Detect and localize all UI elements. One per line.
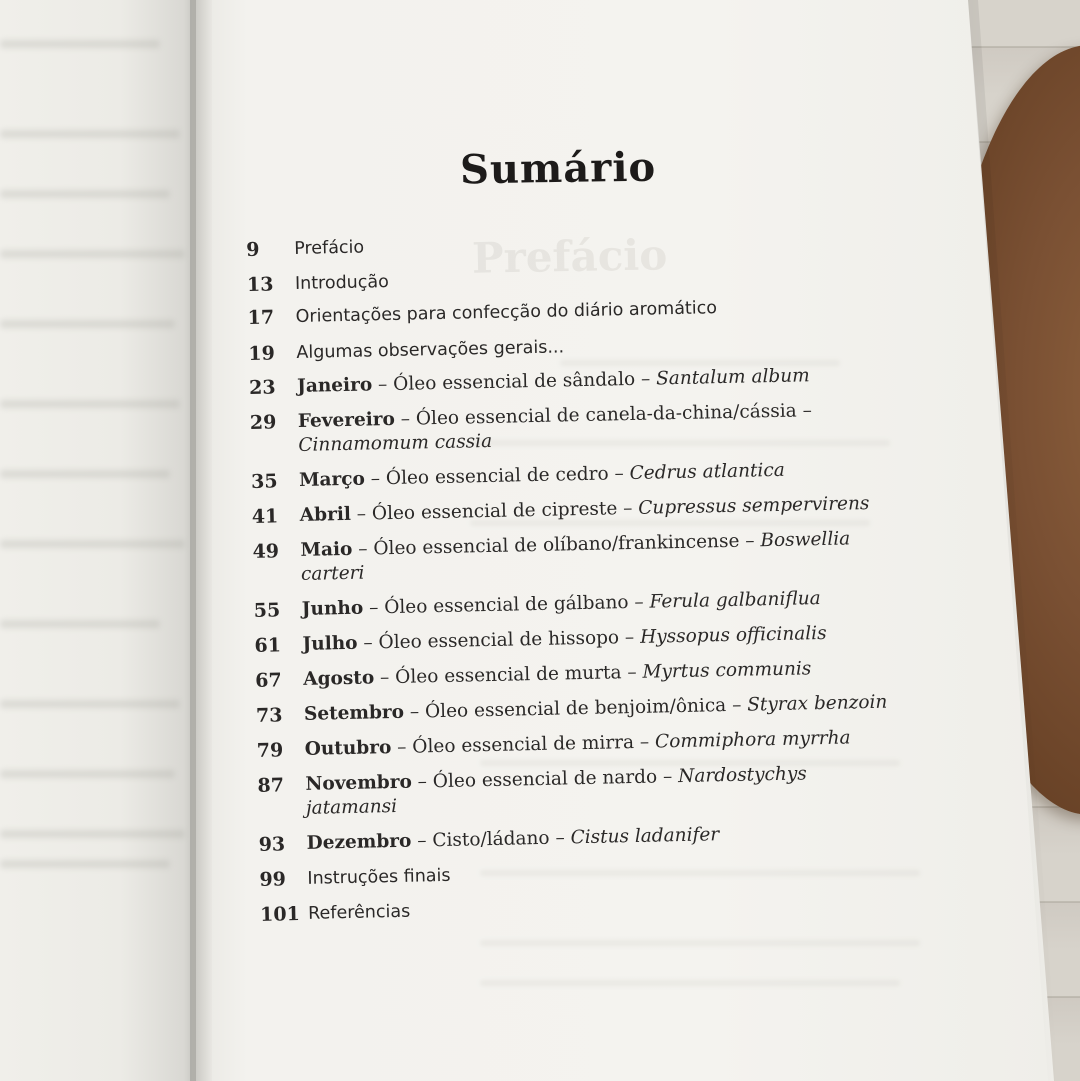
blurred-text-line xyxy=(0,830,185,838)
toc-page-number: 9 xyxy=(246,238,260,261)
oil-name: – Óleo essencial de cedro – xyxy=(364,463,630,490)
toc-page-number: 93 xyxy=(258,833,286,856)
toc-page-number: 41 xyxy=(251,505,279,528)
toc-entry xyxy=(254,586,894,623)
month-name: Dezembro xyxy=(306,830,412,854)
toc-entry xyxy=(257,760,898,821)
toc-entry-title: Referências xyxy=(307,901,411,924)
toc-entry xyxy=(250,398,891,459)
oil-name: – Óleo essencial de benjoim/ônica – xyxy=(403,694,748,723)
blurred-text-line xyxy=(0,540,185,548)
oil-name: – Óleo essencial de canela-da-china/cássia – xyxy=(394,400,813,430)
scientific-name: Cistus ladanifer xyxy=(570,824,720,849)
blurred-text-line xyxy=(0,770,175,778)
month-name: Setembro xyxy=(303,701,405,725)
oil-name: – Óleo essencial de mirra – xyxy=(391,731,656,759)
toc-entry-title xyxy=(300,527,893,587)
toc-entry xyxy=(247,260,887,297)
toc-entry xyxy=(256,725,896,762)
toc-entry-title: Introdução xyxy=(294,272,390,294)
page-title: Sumário xyxy=(459,143,657,194)
blurred-text-line xyxy=(0,250,185,258)
oil-name: – Óleo essencial de cipreste – xyxy=(350,497,639,525)
bleed-line xyxy=(480,940,920,946)
toc-entry-title xyxy=(304,725,896,761)
scientific-name: Commiphora myrrha xyxy=(654,727,851,753)
toc-entry xyxy=(256,690,896,727)
toc-page-number: 67 xyxy=(255,669,282,692)
scientific-name: Myrtus communis xyxy=(642,658,812,683)
month-name: Julho xyxy=(302,632,358,655)
month-name: Janeiro xyxy=(296,374,373,397)
blurred-text-line xyxy=(0,190,170,198)
blurred-text-line xyxy=(0,700,180,708)
toc-entry-title xyxy=(297,363,889,399)
toc-entry xyxy=(252,527,893,588)
toc-entry-title: Orientações para confecção do diário aromático xyxy=(295,298,718,327)
toc-page-number: 79 xyxy=(256,739,284,762)
month-name: Junho xyxy=(301,597,364,620)
oil-name: – Óleo essencial de gálbano – xyxy=(363,591,650,619)
toc-entry xyxy=(248,329,888,366)
toc-entry-title: Algumas observações gerais... xyxy=(296,337,565,363)
month-name: Abril xyxy=(299,503,352,526)
toc-entry xyxy=(259,854,899,891)
toc-entry-title: Instruções finais xyxy=(307,865,451,889)
toc-page-number: 13 xyxy=(246,273,274,296)
scientific-name: Cinnamomum cassia xyxy=(298,430,493,456)
toc-page-number: 19 xyxy=(248,342,276,365)
toc-entry xyxy=(247,293,887,330)
toc-entry-title xyxy=(303,656,895,692)
blurred-text-line xyxy=(0,130,180,138)
toc-entry xyxy=(254,621,894,658)
month-name: Outubro xyxy=(304,737,392,760)
toc-page-number: 49 xyxy=(252,540,280,563)
toc-entry xyxy=(252,492,892,529)
blurred-text-line xyxy=(0,470,170,478)
month-name: Agosto xyxy=(303,667,375,690)
toc-entry xyxy=(249,363,889,400)
toc-entry xyxy=(255,656,895,693)
month-name: Maio xyxy=(300,538,353,561)
oil-name: – Óleo essencial de murta – xyxy=(373,661,643,689)
toc-page-number: 61 xyxy=(254,634,282,657)
left-page xyxy=(0,0,200,1081)
toc-page-number: 55 xyxy=(253,599,281,622)
toc-entry-title xyxy=(299,457,891,493)
toc-page-number: 35 xyxy=(250,470,278,493)
toc-entry-title: Prefácio xyxy=(294,237,365,259)
toc-page-number: 29 xyxy=(249,411,277,434)
reverse-page-bleed: Prefácio xyxy=(471,230,668,283)
toc-page-number: 73 xyxy=(255,704,283,727)
scientific-name: Santalum album xyxy=(655,365,810,390)
oil-name: – Óleo essencial de nardo – xyxy=(411,766,679,793)
blurred-text-line xyxy=(0,620,160,628)
month-name: Fevereiro xyxy=(297,408,396,432)
blurred-text-line xyxy=(0,40,160,48)
toc-entry-title xyxy=(305,760,898,820)
scientific-name: Cedrus atlantica xyxy=(629,459,785,485)
toc-entry-title xyxy=(298,398,891,458)
toc-page-number: 17 xyxy=(247,306,275,329)
oil-name: – Óleo essencial de hissopo – xyxy=(357,626,641,654)
scientific-name: Ferula galbaniflua xyxy=(649,588,821,613)
scientific-name: Nardostychys jatamansi xyxy=(305,763,808,819)
book-gutter xyxy=(190,0,212,1081)
toc-entry xyxy=(251,457,891,494)
scientific-name: Cupressus sempervirens xyxy=(638,493,870,519)
blurred-text-line xyxy=(0,320,175,328)
toc-page-number: 101 xyxy=(259,903,301,926)
toc-entry xyxy=(258,819,898,856)
month-name: Novembro xyxy=(305,771,413,795)
toc-entry-title xyxy=(304,690,896,726)
toc-page-number: 99 xyxy=(259,868,287,891)
toc-entry-title xyxy=(306,819,898,855)
oil-name: – Óleo essencial de sândalo – xyxy=(371,368,657,396)
month-name: Março xyxy=(298,468,366,491)
scientific-name: Boswellia carteri xyxy=(300,528,851,585)
toc-entry-title xyxy=(302,621,894,657)
bleed-line xyxy=(480,980,900,986)
scientific-name: Styrax benzoin xyxy=(747,691,888,716)
blurred-text-line xyxy=(0,860,170,868)
toc-page-number: 87 xyxy=(257,774,285,797)
blurred-text-line xyxy=(0,400,180,408)
toc-page-number: 23 xyxy=(248,376,276,399)
table-of-contents xyxy=(246,225,900,927)
toc-entry-title xyxy=(302,586,894,622)
oil-name: – Óleo essencial de olíbano/frankincense – xyxy=(352,530,761,560)
toc-entry-title xyxy=(300,492,892,528)
oil-name: – Cisto/ládano – xyxy=(411,827,571,852)
scientific-name: Hyssopus officinalis xyxy=(639,622,827,648)
